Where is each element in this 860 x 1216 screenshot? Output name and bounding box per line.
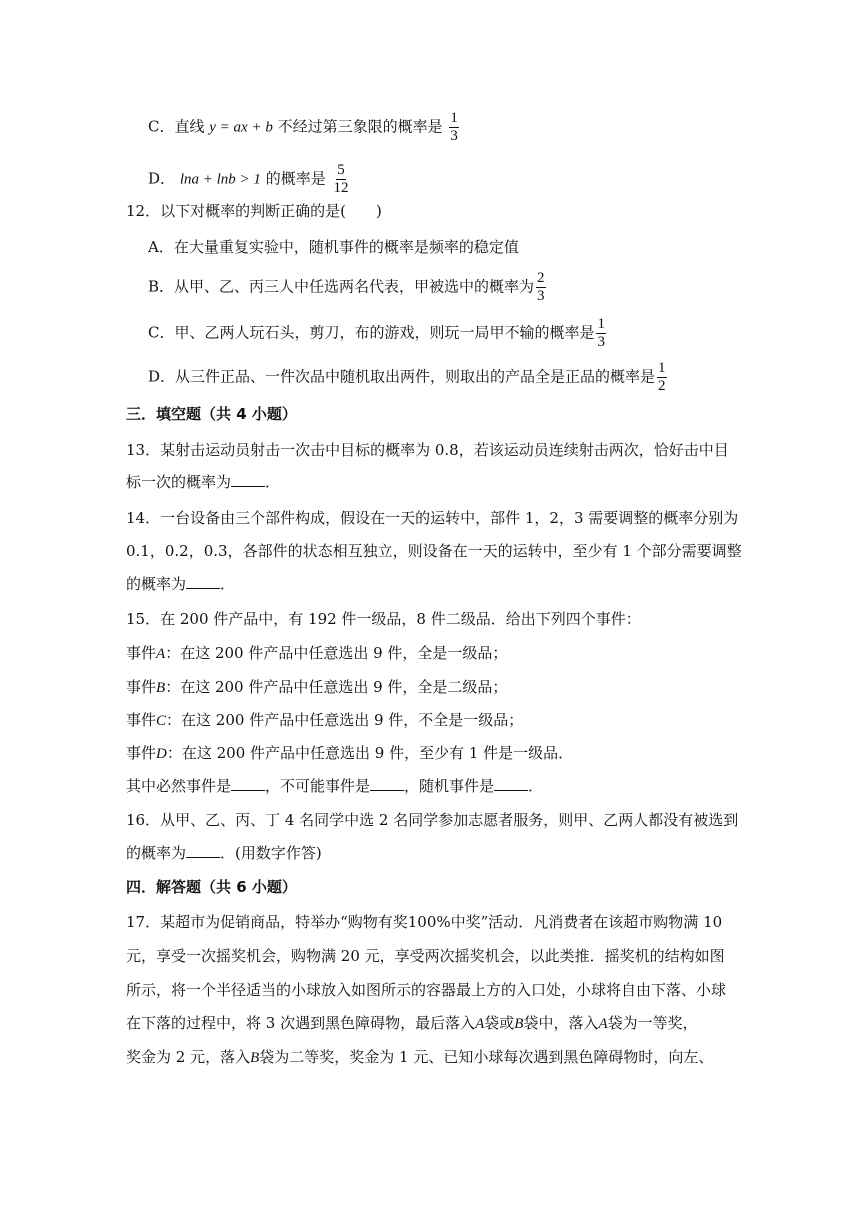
- q12-stem: 12．以下对概率的判断正确的是( ): [126, 202, 382, 220]
- q17-line-5: [126, 1047, 713, 1068]
- q17-line-1: 17．某超市为促销商品，特举办“购物有奖100%中奖”活动．凡消费者在该超市购物满 10: [126, 913, 723, 931]
- q15-text: ，不可能事件是: [265, 777, 371, 795]
- answer-blank[interactable]: [231, 472, 265, 487]
- q15-event-c: [126, 710, 523, 731]
- section-heading-solutions: 四．解答题（共 6 小题）: [126, 878, 297, 896]
- bag-variable: A: [598, 1016, 608, 1032]
- event-text: ：在这 200 件产品中任意选出 9 件，至少有 1 件是一级品．: [166, 744, 574, 762]
- fraction: [596, 316, 606, 351]
- option-label: C．直线: [148, 117, 205, 136]
- q15-answers-line: [126, 776, 543, 796]
- q15-text: 其中必然事件是: [126, 777, 232, 795]
- q15-line-1: 15．在 200 件产品中，有 192 件一级品，8 件二级品．给出下列四个事件：: [126, 610, 641, 628]
- numerator: 1: [450, 110, 458, 126]
- event-prefix: 事件: [126, 678, 157, 696]
- q14-line-1: 14．一台设备由三个部件构成，假设在一天的运转中，部件 1，2，3 需要调整的概率分别为: [126, 509, 739, 527]
- q12-option-a: A．在大量重复实验中，随机事件的概率是频率的稳定值: [148, 238, 519, 256]
- fraction: [449, 110, 459, 145]
- math-expression: y = ax + b: [209, 119, 273, 136]
- answer-blank[interactable]: [186, 574, 220, 589]
- q17-text: 袋为一等奖，: [607, 1014, 698, 1032]
- q15-event-d: [126, 743, 573, 764]
- q16-end: ．(用数字作答): [220, 844, 322, 862]
- q16-line-1: 16．从甲、乙、丙、丁 4 名同学中选 2 名同学参加志愿者服务，则甲、乙两人都没有被选到: [126, 811, 739, 829]
- q13-line-2: [126, 472, 280, 492]
- q15-text: ．: [528, 777, 544, 795]
- q15-event-b: [126, 677, 507, 698]
- event-prefix: 事件: [126, 744, 157, 762]
- q14-text: 的概率为: [126, 575, 187, 593]
- q14-end: ．: [220, 575, 236, 593]
- denominator: 12: [333, 180, 349, 196]
- fraction: [657, 360, 667, 395]
- event-variable: C: [156, 713, 167, 729]
- q17-text: 袋中，落入: [523, 1014, 599, 1032]
- event-prefix: 事件: [126, 644, 157, 662]
- numerator: 5: [337, 162, 345, 178]
- fraction: [536, 270, 546, 305]
- math-expression: lna + lnb > 1: [179, 171, 261, 188]
- option-label: D．: [148, 169, 176, 188]
- denominator: 2: [658, 378, 666, 394]
- q12-option-c: [148, 316, 608, 351]
- q16-line-2: [126, 843, 322, 863]
- q11-option-d: [148, 162, 351, 197]
- option-text: 的概率是: [265, 169, 326, 188]
- denominator: 3: [537, 288, 545, 304]
- option-text: C．甲、乙两人玩石头，剪刀，布的游戏，则玩一局甲不输的概率是: [148, 323, 595, 342]
- q13-text: 标一次的概率为: [126, 473, 232, 491]
- denominator: 3: [450, 128, 458, 144]
- bag-variable: A: [475, 1016, 485, 1032]
- q17-line-3: 所示，将一个半径适当的小球放入如图所示的容器最上方的入口处，小球将自由下落、小球: [126, 981, 727, 999]
- q12-option-b: [148, 270, 548, 305]
- q13-line-1: 13．某射击运动员射击一次击中目标的概率为 0.8，若该运动员连续射击两次，恰好击中目: [126, 441, 729, 459]
- q17-text: 袋为二等奖，奖金为 1 元、已知小球每次遇到黑色障碍物时，向左、: [259, 1048, 714, 1066]
- event-variable: A: [156, 646, 166, 662]
- bag-variable: B: [514, 1016, 524, 1032]
- q16-text: 的概率为: [126, 844, 187, 862]
- q17-line-2: 元，享受一次摇奖机会，购物满 20 元，享受两次摇奖机会，以此类推．摇奖机的结构如图: [126, 947, 725, 965]
- option-text: 不经过第三象限的概率是: [277, 117, 443, 136]
- event-text: ：在这 200 件产品中任意选出 9 件，全是一级品；: [165, 644, 508, 662]
- q17-text: 在下落的过程中，将 3 次遇到黑色障碍物，最后落入: [126, 1014, 476, 1032]
- option-text: B．从甲、乙、丙三人中任选两名代表，甲被选中的概率为: [148, 277, 535, 296]
- answer-blank[interactable]: [231, 776, 265, 791]
- answer-blank[interactable]: [494, 776, 528, 791]
- numerator: 1: [597, 316, 605, 332]
- numerator: 2: [537, 270, 545, 286]
- event-text: ：在这 200 件产品中任意选出 9 件，全是二级品；: [165, 678, 508, 696]
- event-variable: D: [156, 746, 167, 762]
- fraction: [332, 162, 349, 197]
- q17-text: 袋或: [484, 1014, 515, 1032]
- q11-option-c: [148, 110, 461, 145]
- q12-option-d: [148, 360, 669, 395]
- bag-variable: B: [250, 1050, 260, 1066]
- answer-blank[interactable]: [370, 776, 404, 791]
- option-text: D．从三件正品、一件次品中随机取出两件，则取出的产品全是正品的概率是: [148, 367, 656, 386]
- q17-line-4: [126, 1013, 698, 1034]
- q13-end: ．: [265, 473, 281, 491]
- q15-text: ，随机事件是: [404, 777, 495, 795]
- event-text: ：在这 200 件产品中任意选出 9 件，不全是一级品；: [166, 711, 524, 729]
- event-variable: B: [156, 680, 166, 696]
- numerator: 1: [658, 360, 666, 376]
- q14-line-2: 0.1，0.2，0.3，各部件的状态相互独立，则设备在一天的运转中，至少有 1 个部分需要调整: [126, 542, 742, 560]
- q14-line-3: [126, 574, 235, 594]
- section-heading-fill-blank: 三．填空题（共 4 小题）: [126, 405, 297, 423]
- answer-blank[interactable]: [186, 843, 220, 858]
- q17-text: 奖金为 2 元，落入: [126, 1048, 251, 1066]
- denominator: 3: [597, 334, 605, 350]
- event-prefix: 事件: [126, 711, 157, 729]
- q15-event-a: [126, 643, 507, 664]
